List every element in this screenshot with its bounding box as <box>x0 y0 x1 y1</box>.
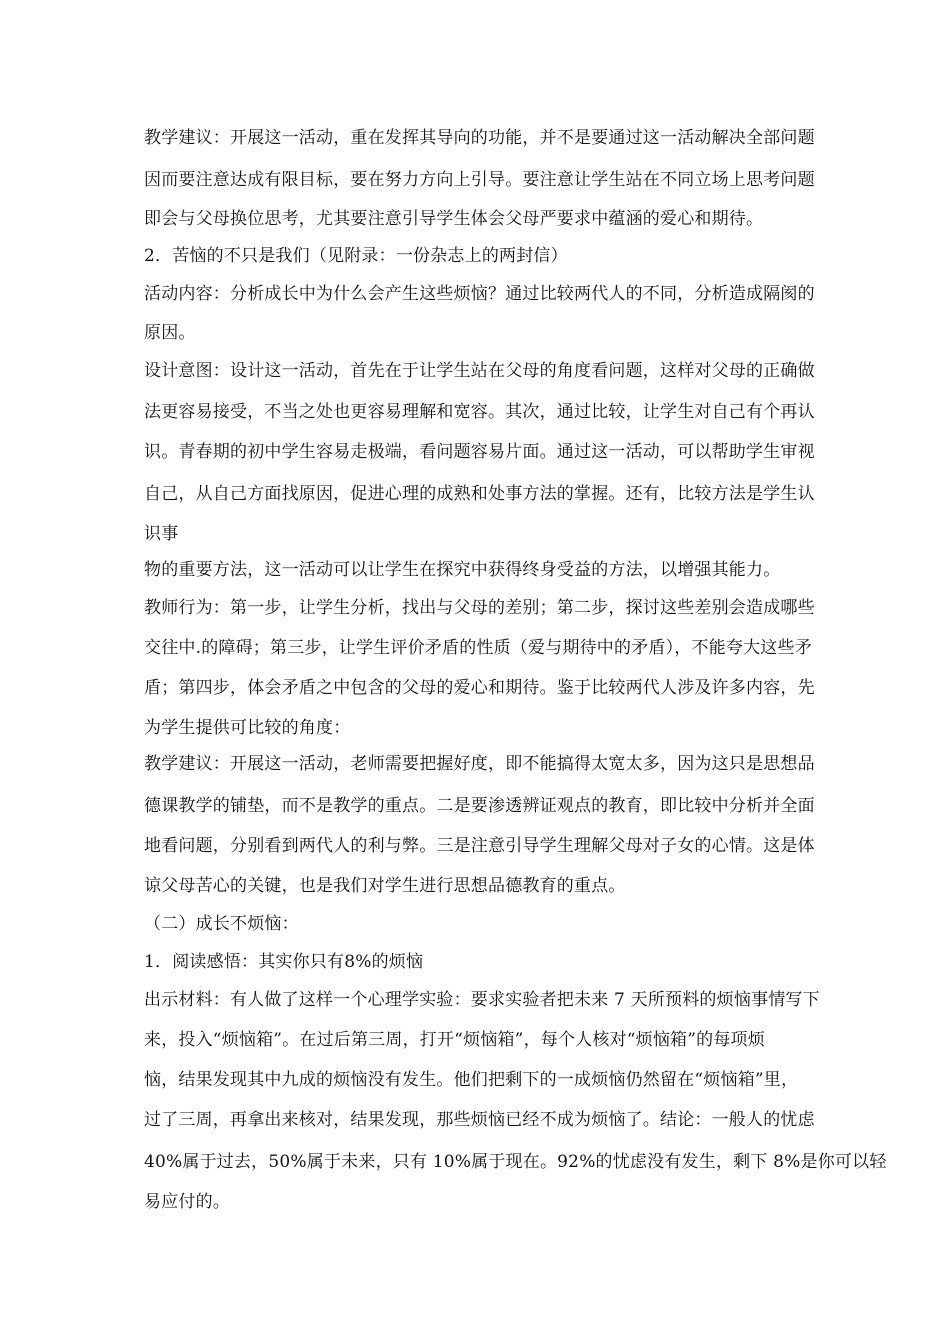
text-line: 教师行为：第一步，让学生分析，找出与父母的差别；第二步，探讨这些差别会造成哪些 <box>144 598 815 618</box>
text-line: 交往中.的障碍；第三步，让学生评价矛盾的性质（爱与期待中的矛盾），不能夸大这些矛 <box>144 638 812 658</box>
text-line: 过了三周，再拿出来核对，结果发现，那些烦恼已经不成为烦恼了。结论：一般人的忧虑 <box>144 1110 815 1130</box>
text-line: 2．苦恼的不只是我们（见附录：一份杂志上的两封信） <box>144 246 568 266</box>
text-line: 法更容易接受，不当之处也更容易理解和宽容。其次，通过比较，让学生对自己有个再认 <box>144 402 815 422</box>
text-line: 物的重要方法，这一活动可以让学生在探究中获得终身受益的方法，以增强其能力。 <box>144 560 781 580</box>
text-line: 地看问题，分别看到两代人的利与弊。三是注意引导学生理解父母对子女的心情。这是体 <box>144 836 815 856</box>
text-line: 盾；第四步，体会矛盾之中包含的父母的爱心和期待。鉴于比较两代人涉及许多内容，先 <box>144 678 815 698</box>
text-line: 识事 <box>144 524 179 544</box>
text-line: 1．阅读感悟：其实你只有8%的烦恼 <box>144 952 424 972</box>
text-line: 设计意图：设计这一活动，首先在于让学生站在父母的角度看问题，这样对父母的正确做 <box>144 361 815 381</box>
text-line: 为学生提供可比较的角度： <box>144 718 351 738</box>
text-line: 出示材料：有人做了这样一个心理学实验：要求实验者把未来 7 天所预料的烦恼事情写下 <box>144 990 820 1010</box>
text-line: 原因。 <box>144 323 196 343</box>
text-line: 易应付的。 <box>144 1192 230 1212</box>
text-line: 教学建议：开展这一活动，重在发挥其导向的功能，并不是要通过这一活动解决全部问题 <box>144 128 815 148</box>
text-line: 活动内容：分析成长中为什么会产生这些烦恼？通过比较两代人的不同，分析造成隔阂的 <box>144 284 815 304</box>
text-line: 自己，从自己方面找原因，促进心理的成熟和处事方法的掌握。还有，比较方法是学生认 <box>144 484 815 504</box>
text-line: 因而要注意达成有限目标，要在努力方向上引导。要注意让学生站在不同立场上思考问题 <box>144 170 815 190</box>
text-line: 40%属于过去，50%属于未来，只有 10%属于现在。92%的忧虑没有发生，剩下 8%是你可以轻 <box>144 1152 887 1172</box>
text-line: 来，投入“烦恼箱”。在过后第三周，打开“烦恼箱”，每个人核对“烦恼箱”的每项烦 <box>144 1030 765 1050</box>
text-line: 谅父母苦心的关键，也是我们对学生进行思想品德教育的重点。 <box>144 876 626 896</box>
text-line: 教学建议：开展这一活动，老师需要把握好度，即不能搞得太宽太多，因为这只是思想品 <box>144 754 815 774</box>
text-line: （二）成长不烦恼： <box>144 914 299 934</box>
text-line: 德课教学的铺垫，而不是教学的重点。二是要渗透辨证观点的教育，即比较中分析并全面 <box>144 796 815 816</box>
text-line: 即会与父母换位思考，尤其要注意引导学生体会父母严要求中蕴涵的爱心和期待。 <box>144 209 764 229</box>
text-line: 恼，结果发现其中九成的烦恼没有发生。他们把剩下的一成烦恼仍然留在“烦恼箱”里， <box>144 1070 799 1090</box>
text-line: 识。青春期的初中学生容易走极端，看问题容易片面。通过这一活动，可以帮助学生审视 <box>144 442 815 462</box>
